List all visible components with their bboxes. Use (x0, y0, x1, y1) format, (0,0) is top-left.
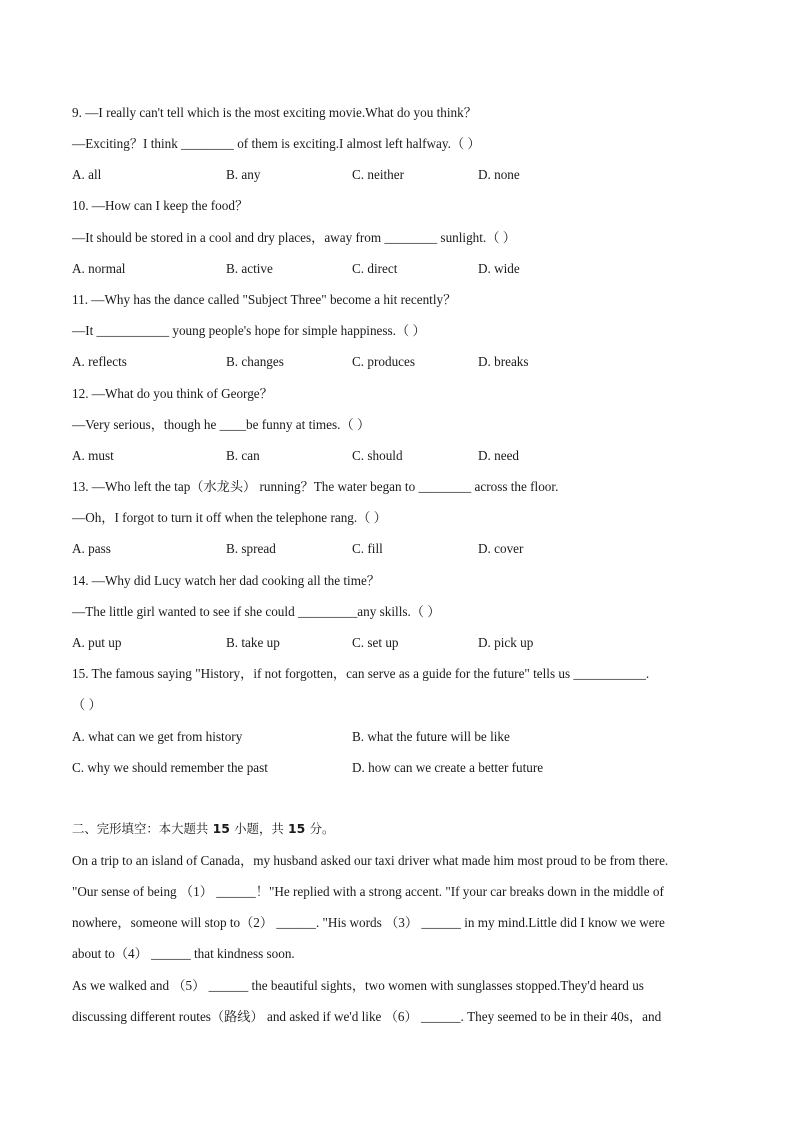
option-d[interactable]: D. breaks (478, 354, 529, 369)
question-stem: 10. —How can I keep the food？ (72, 198, 249, 213)
question-reply: —It ___________ young people's hope for simple happiness.（ ） (72, 323, 426, 338)
option-d[interactable]: D. how can we create a better future (352, 760, 544, 775)
question-reply: —Exciting？I think ________ of them is exciting.I almost left halfway.（ ） (72, 136, 481, 151)
question-stem: 11. —Why has the dance called "Subject Three" become a hit recently？ (72, 292, 457, 307)
heading-mid: 小题，共 (234, 821, 284, 836)
option-c[interactable]: C. fill (352, 541, 383, 556)
option-c[interactable]: C. direct (352, 261, 398, 276)
heading-prefix: 二、完形填空：本大题共 (72, 821, 209, 836)
passage-line: about to（4） ______ that kindness soon. (72, 946, 295, 961)
section-heading (72, 820, 334, 838)
heading-suffix: 分。 (309, 821, 335, 836)
option-a[interactable]: A. put up (72, 635, 122, 650)
question-stem: 15. The famous saying "History，if not forgotten，can serve as a guide for the future" tells us ___________. (72, 666, 650, 681)
passage-line: On a trip to an island of Canada，my husband asked our taxi driver what made him most proud to be from there. (72, 853, 669, 868)
option-d[interactable]: D. pick up (478, 635, 534, 650)
option-a[interactable]: A. normal (72, 261, 126, 276)
heading-count: 15 (208, 821, 235, 836)
option-b[interactable]: B. can (226, 448, 260, 463)
option-c[interactable]: C. neither (352, 167, 405, 182)
option-d[interactable]: D. none (478, 167, 520, 182)
option-c[interactable]: C. why we should remember the past (72, 760, 268, 775)
option-b[interactable]: B. changes (226, 354, 284, 369)
option-a[interactable]: A. reflects (72, 354, 127, 369)
option-d[interactable]: D. need (478, 448, 520, 463)
option-a[interactable]: A. all (72, 167, 102, 182)
answer-paren: （ ） (72, 697, 102, 712)
question-stem: 14. —Why did Lucy watch her dad cooking all the time？ (72, 573, 380, 588)
question-reply: —Oh，I forgot to turn it off when the telephone rang.（ ） (72, 510, 387, 525)
option-c[interactable]: C. should (352, 448, 403, 463)
option-c[interactable]: C. set up (352, 635, 399, 650)
passage-line: As we walked and （5） ______ the beautiful sights，two women with sunglasses stopped.They'd heard us (72, 978, 644, 993)
option-d[interactable]: D. cover (478, 541, 524, 556)
option-b[interactable]: B. any (226, 167, 261, 182)
option-a[interactable]: A. pass (72, 541, 111, 556)
question-reply: —The little girl wanted to see if she could _________any skills.（ ） (72, 604, 441, 619)
passage-line: nowhere，someone will stop to（2） ______. "His words （3） ______ in my mind.Little did I know we were (72, 915, 665, 930)
question-stem: 9. —I really can't tell which is the most exciting movie.What do you think？ (72, 105, 477, 120)
heading-score: 15 (283, 821, 310, 836)
question-stem: 12. —What do you think of George？ (72, 386, 273, 401)
option-a[interactable]: A. must (72, 448, 114, 463)
question-stem: 13. —Who left the tap（水龙头） running？The water began to ________ across the floor. (72, 479, 559, 494)
passage-line: "Our sense of being （1） ______！"He replied with a strong accent. "If your car breaks down in the middle of (72, 884, 664, 899)
option-b[interactable]: B. what the future will be like (352, 729, 510, 744)
option-b[interactable]: B. take up (226, 635, 280, 650)
option-a[interactable]: A. what can we get from history (72, 729, 243, 744)
option-c[interactable]: C. produces (352, 354, 415, 369)
passage-line: discussing different routes（路线） and asked if we'd like （6） ______. They seemed to be in their 40s，and (72, 1009, 662, 1024)
option-b[interactable]: B. spread (226, 541, 276, 556)
question-reply: —Very serious，though he ____be funny at times.（ ） (72, 417, 371, 432)
option-d[interactable]: D. wide (478, 261, 520, 276)
option-b[interactable]: B. active (226, 261, 273, 276)
question-reply: —It should be stored in a cool and dry places，away from ________ sunlight.（ ） (72, 230, 516, 245)
